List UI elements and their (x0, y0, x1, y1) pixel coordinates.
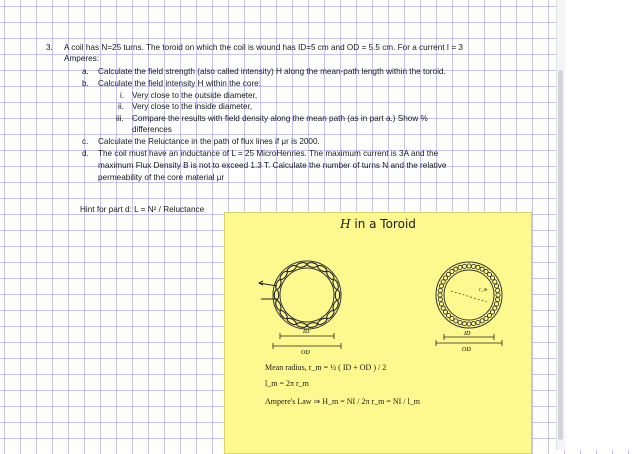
figure-title: H in a Toroid (340, 217, 416, 231)
part-d-marker: d. (82, 149, 89, 158)
part-b-iii-text: Compare the results with field density along the mean path (as in part a.) Show % (132, 114, 428, 123)
part-d-text: The coil must have an inductance of L = 25 MicroHenries. The maximum current is 3A and the (98, 149, 439, 158)
label-id-right: ID (464, 331, 471, 337)
part-a-marker: a. (82, 67, 89, 76)
label-rm: r_m (479, 288, 488, 293)
problem-intro-line1: A coil has N=25 turns. The toroid on which the coil is wound has ID=5 cm and OD = 5.5 cm. For a current I = 3 (64, 43, 463, 52)
formula-mean-length: l_m = 2π r_m (265, 379, 309, 388)
part-c-text: Calculate the Reluctance in the path of flux lines if μr is 2000. (98, 137, 320, 146)
right-margin (565, 0, 632, 450)
problem-intro-line2: Amperes: (64, 54, 100, 63)
part-b-iii-text-cont: differences (132, 125, 172, 134)
part-a-text: Calculate the field strength (also called intensity) H along the mean-path length within the toroid. (98, 67, 446, 76)
toroid-figure (224, 212, 532, 454)
part-b-ii-text: Very close to the inside diameter, (132, 102, 253, 111)
part-b-ii-marker: ii. (118, 102, 124, 111)
part-b-i-marker: i. (120, 91, 125, 100)
part-c-marker: c. (82, 137, 89, 146)
formula-amperes-law: Ampere's Law ⇒ H_m = NI / 2π r_m = NI / l_m (265, 397, 420, 406)
part-d-text-cont2: permeability of the core material μr (98, 173, 225, 182)
hint-text: Hint for part d: L = N² / Reluctance (80, 205, 205, 214)
label-id-left: ID (303, 329, 310, 335)
label-od-right: OD (462, 347, 471, 353)
label-od-left: OD (301, 350, 310, 356)
formula-mean-radius: Mean radius, r_m = ½ ( ID + OD ) / 2 (265, 363, 387, 372)
vertical-scrollbar[interactable] (556, 0, 565, 450)
part-b-marker: b. (82, 79, 89, 88)
problem-number: 3. (46, 43, 53, 52)
toroid-core-right (436, 262, 502, 328)
dimension-arrows-left (273, 333, 341, 349)
part-b-i-text: Very close to the outside diameter, (132, 91, 258, 100)
part-b-text: Calculate the field intensity H within the core: (98, 79, 261, 88)
part-b-iii-marker: iii. (116, 114, 124, 123)
toroid-coil-left (259, 261, 341, 329)
toroid-diagrams (225, 239, 531, 399)
scrollbar-thumb[interactable] (558, 70, 563, 440)
part-d-text-cont1: maximum Flux Density B is not to exceed 1.3 T. Calculate the number of turns N and the relative (98, 161, 447, 170)
